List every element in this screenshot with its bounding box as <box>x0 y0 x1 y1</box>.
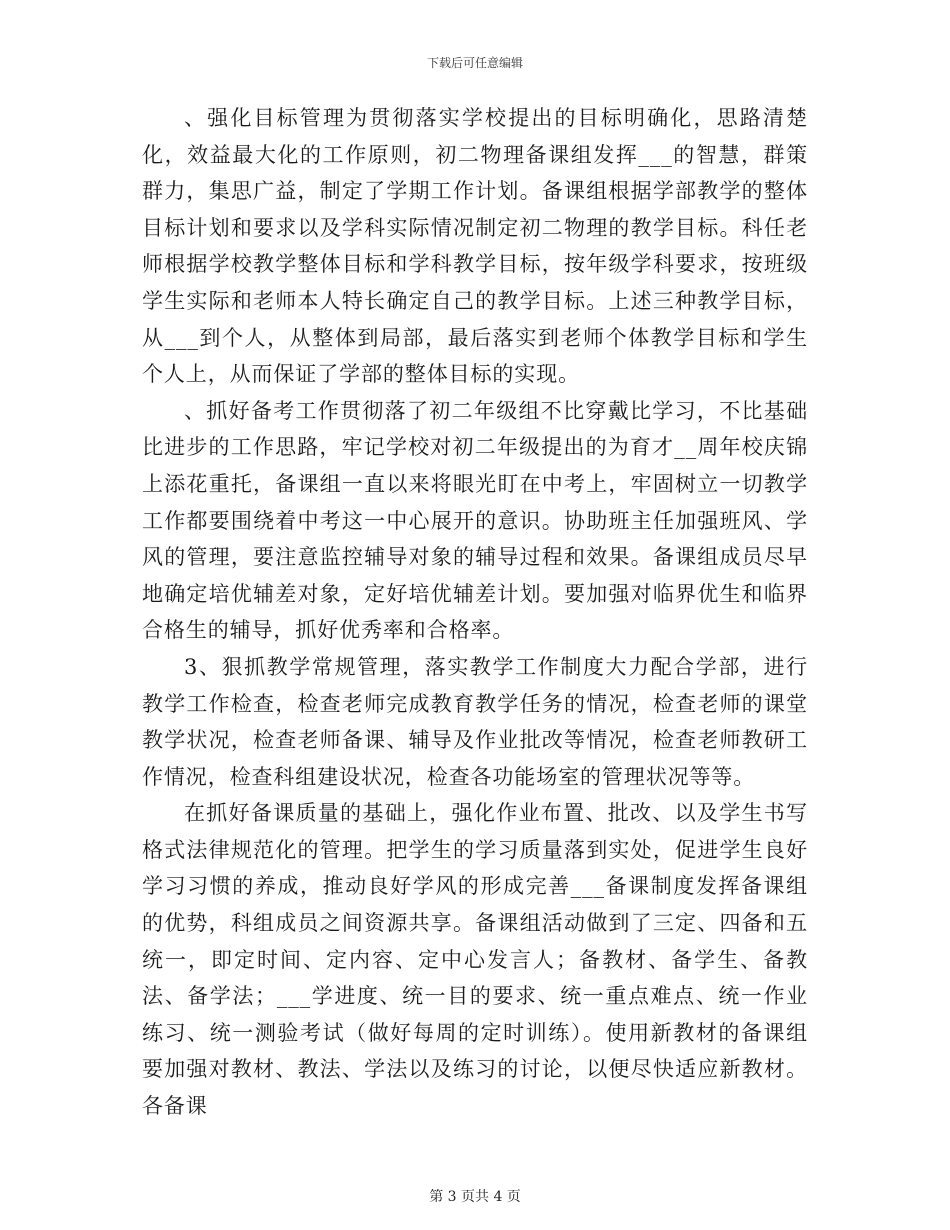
page-number: 第 3 页共 4 页 <box>429 1189 521 1205</box>
paragraph-lesson-prep-quality: 在抓好备课质量的基础上，强化作业布置、批改、以及学生书写格式法律规范化的管理。把学生的学习质量落到实处，促进学生良好学习习惯的养成，推动良好学风的形成完善___备课制度发挥备课组的优势，科组成员之间资源共享。备课组活动做到了三定、四备和五统一，即定时间、定内容、定中心发言人；备教材、备学生、备教法、备学法；___学进度、统一目的要求、统一重点难点、统一作业练习、统一测验考试（做好每周的定时训练）。使用新教材的备课组要加强对教材、教法、学法以及练习的讨论，以便尽快适应新教材。各备课 <box>142 801 808 1119</box>
paragraph-routine-management: 3、狠抓教学常规管理，落实教学工作制度大力配合学部，进行教学工作检查，检查老师完成教育教学任务的情况，检查老师的课堂教学状况，检查老师备课、辅导及作业批改等情况，检查老师教研工作情况，检查科组建设状况，检查各功能场室的管理状况等等。 <box>142 654 808 789</box>
paragraph-goal-management: 、强化目标管理为贯彻落实学校提出的目标明确化，思路清楚化，效益最大化的工作原则，初二物理备课组发挥___的智慧，群策群力，集思广益，制定了学期工作计划。备课组根据学部教学的整体目标计划和要求以及学科实际情况制定初二物理的教学目标。科任老师根据学校教学整体目标和学科教学目标，按年级学科要求，按班级学生实际和老师本人特长确定自己的教学目标。上述三种教学目标，从___到个人，从整体到局部，最后落实到老师个体教学目标和学生个人上，从而保证了学部的整体目标的实现。 <box>142 106 808 387</box>
page-header-note: 下载后可任意编辑 <box>426 56 523 70</box>
paragraph-exam-preparation: 、抓好备考工作贯彻落了初二年级组不比穿戴比学习，不比基础比进步的工作思路，牢记学校对初二年级提出的为育才__周年校庆锦上添花重托，备课组一直以来将眼光盯在中考上，牢固树立一切教学工作都要围绕着中考这一中心展开的意识。协助班主任加强班风、学风的管理，要注意监控辅导对象的辅导过程和效果。备课组成员尽早地确定培优辅差对象，定好培优辅差计划。要加强对临界优生和临界合格生的辅导，抓好优秀率和合格率。 <box>142 398 808 643</box>
document-body <box>142 100 808 1125</box>
